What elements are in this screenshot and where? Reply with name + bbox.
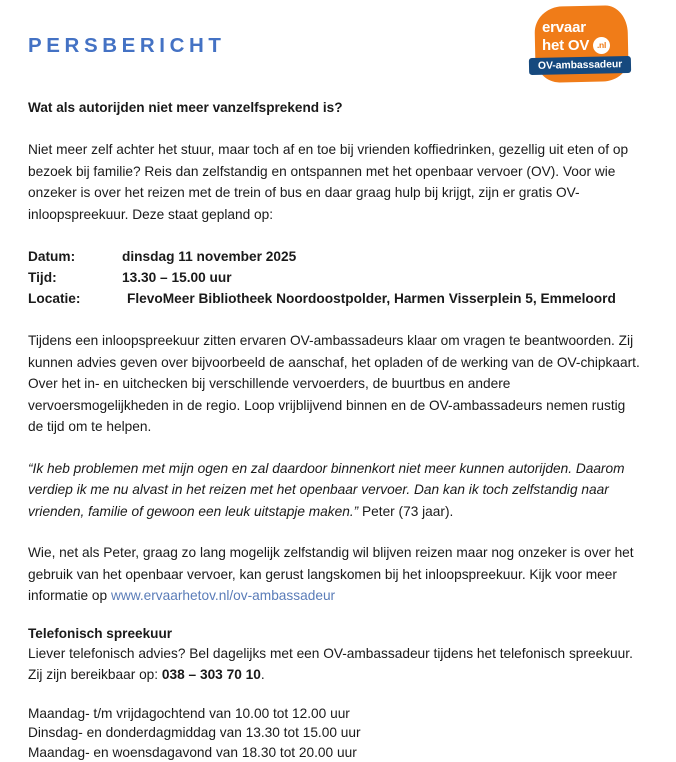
- location-value: FlevoMeer Bibliotheek Noordoostpolder, Harmen Visserplein 5, Emmeloord: [122, 291, 616, 306]
- phone-text-before: Liever telefonisch advies? Bel dagelijks met een OV-ambassadeur tijdens het telefonisch spreekuur. Zij zijn bereikbaar op:: [28, 646, 633, 683]
- logo-banner-label: OV-ambassadeur: [529, 56, 632, 75]
- time-label: Tijd:: [28, 267, 122, 288]
- document-header: [28, 0, 642, 86]
- hours-line: Maandag- t/m vrijdagochtend van 10.00 tot 12.00 uur: [28, 704, 642, 724]
- hours-line: Maandag- en woensdagavond van 18.30 tot 20.00 uur: [28, 743, 642, 762]
- testimonial-quote: [28, 458, 642, 523]
- spacer: [28, 522, 642, 542]
- time-value: 13.30 – 15.00 uur: [122, 270, 232, 285]
- spacer: [28, 225, 642, 246]
- description-paragraph: Tijdens een inloopspreekuur zitten ervaren OV-ambassadeurs klaar om vragen te beantwoorden. Zij kunnen advies geven over bijvoorbeeld de aanschaf, het opladen of de werking van de OV-chipkaart. Over het in- en uitchecken bij verschillende vervoerders, de buurtbus en andere vervoersmogelijkheden in de regio. Loop vrijblijvend binnen en de OV-ambassadeurs nemen rustig de tijd om te helpen.: [28, 330, 642, 438]
- spacer: [28, 686, 642, 704]
- hours-line: Dinsdag- en donderdagmiddag van 13.30 tot 15.00 uur: [28, 723, 642, 743]
- spacer: [28, 607, 642, 625]
- spacer: [28, 438, 642, 458]
- lead-question-heading: Wat als autorijden niet meer vanzelfsprekend is?: [28, 99, 642, 117]
- date-label: Datum:: [28, 246, 122, 267]
- closing-text: Wie, net als Peter, graag zo lang mogelijk zelfstandig wil blijven reizen maar nog onzeker is over het gebruik van het openbaar vervoer, kan gerust langskomen bij het inloopspreekuur. Kijk voor meer informatie op: [28, 545, 634, 603]
- logo-line-1: ervaar: [542, 19, 586, 36]
- spacer: [28, 86, 642, 99]
- spacer: [28, 309, 642, 330]
- logo-wordmark: [542, 20, 622, 54]
- phone-text-after: .: [261, 667, 265, 682]
- detail-row-location: [28, 288, 642, 309]
- ov-ambassadeur-logo: [529, 6, 633, 86]
- event-details-block: [28, 246, 642, 309]
- logo-line-2: het OV: [542, 38, 622, 54]
- quote-text: “Ik heb problemen met mijn ogen en zal daardoor binnenkort niet meer kunnen autorijden. Daarom verdiep ik me nu alvast in het reizen met het openbaar vervoer. Dan kan ik toch zelfstandig naar vrienden, familie of gewoon een leuk uitstapje maken.”: [28, 461, 625, 519]
- phone-paragraph: [28, 643, 642, 686]
- closing-paragraph: [28, 542, 642, 607]
- spacer: [28, 117, 642, 139]
- detail-row-time: [28, 267, 642, 288]
- quote-attribution: Peter (73 jaar).: [358, 504, 453, 519]
- phone-hours-heading: Telefonisch spreekuur: [28, 625, 642, 643]
- phone-number: 038 – 303 70 10: [162, 667, 261, 682]
- date-value: dinsdag 11 november 2025: [122, 249, 296, 264]
- ov-ambassadeur-link[interactable]: www.ervaarhetov.nl/ov-ambassadeur: [111, 588, 335, 603]
- logo-nl-badge-icon: .nl: [593, 37, 610, 54]
- intro-paragraph: Niet meer zelf achter het stuur, maar toch af en toe bij vrienden koffiedrinken, gezellig uit eten of op bezoek bij familie? Reis dan zelfstandig en ontspannen met het openbaar vervoer (OV). Voor wie onzeker is over het reizen met de trein of bus en daar graag hulp bij krijgt, zijn er gratis OV-inloopspreekuur. Deze staat gepland op:: [28, 139, 642, 225]
- detail-row-date: [28, 246, 642, 267]
- page-title: PERSBERICHT: [28, 36, 226, 57]
- location-label: Locatie:: [28, 288, 122, 309]
